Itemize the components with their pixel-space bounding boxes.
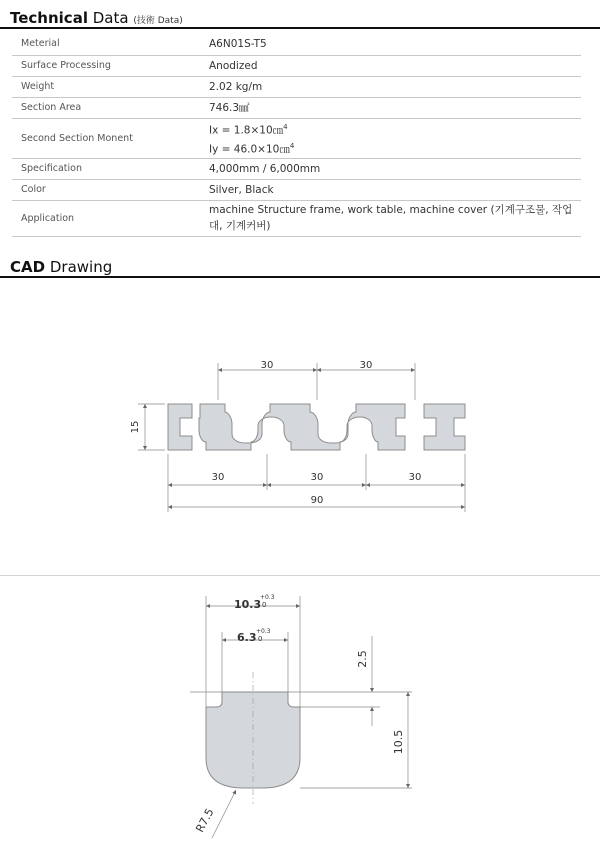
spec-label: Surface Processing [12,55,209,76]
dim-slot-outer-tol-up: +0.3 [260,594,275,601]
spec-label: Application [12,200,209,236]
spec-label: Weight [12,76,209,97]
technical-title-main: Technical [10,9,88,27]
spec-value: 746.3㎟ [209,97,581,118]
spec-row-color [12,179,581,200]
cad-drawing-title [10,258,112,276]
spec-value: Anodized [209,55,581,76]
profile-outline [168,404,465,450]
ix-value: Ix = 1.8×10㎝$^4$ [209,122,288,136]
spec-label: Section Area [12,97,209,118]
spec-value: A6N01S-T5 [209,33,581,55]
technical-data-title [10,9,183,27]
spec-row-material [12,33,581,55]
dim-slot-outer-tol-low: 0 [262,601,267,609]
spec-row-specification [12,158,581,179]
spec-value: 4,000mm / 6,000mm [209,158,581,179]
spec-row-surface [12,55,581,76]
technical-title-rest: Data [92,9,129,27]
dim-bottom-a: 30 [211,472,225,483]
dim-total: 90 [310,495,324,506]
spec-label: Meterial [12,33,209,55]
dim-slot-radius: R7.5 [193,806,217,835]
slot-detail-drawing [0,576,600,848]
spec-row-application [12,200,581,236]
cad-title-main: CAD [10,258,46,276]
spec-label: Specification [12,158,209,179]
technical-title-rule [0,27,600,29]
dim-bottom-c: 30 [408,472,422,483]
dim-slot-outer: 10.3 [234,598,262,611]
dim-top-right: 30 [359,360,373,371]
spec-value [209,118,581,158]
profile-section-drawing [0,330,600,590]
spec-row-section-area [12,97,581,118]
spec-value: 2.02 kg/m [209,76,581,97]
spec-value: machine Structure frame, work table, machine cover (기계구조물, 작업대, 기계커버) [209,200,581,236]
cad-title-rest: Drawing [49,258,113,276]
dim-height: 15 [130,420,141,434]
spec-row-second-moment [12,118,581,158]
spec-value: Silver, Black [209,179,581,200]
cad-title-rule [0,276,600,278]
spec-label: Second Section Monent [12,118,209,158]
dim-bottom-b: 30 [310,472,324,483]
height-dimension-lines [138,404,165,450]
dim-slot-inner: 6.3 [237,631,257,644]
dim-slot-depth: 10.5 [392,729,405,755]
spec-table [12,33,581,237]
dim-slot-inner-tol-low: 0 [258,635,263,643]
dim-slot-inner-tol-up: +0.3 [256,628,271,635]
iy-value: Iy = 46.0×10㎝$^4$ [209,142,295,156]
top-dimension-lines [218,363,415,400]
spec-label: Color [12,179,209,200]
dim-top-left: 30 [260,360,274,371]
dim-slot-lip: 2.5 [356,650,369,668]
spec-row-weight [12,76,581,97]
technical-title-sub: (技術 Data) [133,16,183,26]
